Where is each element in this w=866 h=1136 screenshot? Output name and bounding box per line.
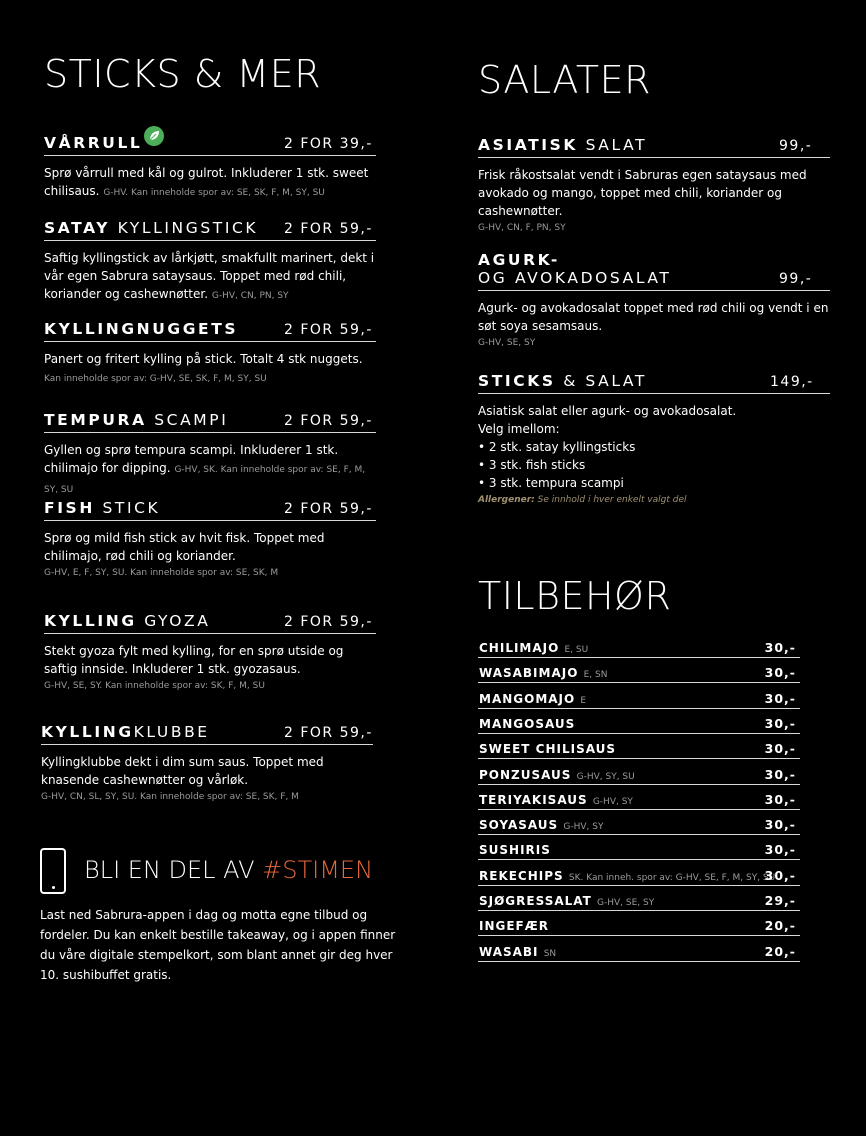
tilbehor-allergens: E: [580, 695, 587, 706]
phone-icon: [40, 848, 66, 894]
sticks-heading: STICKS & MER: [44, 52, 322, 96]
item-price: 99,-: [779, 138, 813, 154]
item-name: KYLLINGNUGGETS: [44, 320, 239, 338]
tilbehor-allergens: SK. Kan inneh. spor av: G-HV, SE, F, M, SY, SU: [568, 872, 776, 883]
tilbehor-row: [478, 838, 800, 860]
menu-item-fish-stick: [44, 497, 376, 581]
tilbehor-price: 30,-: [764, 817, 796, 833]
tilbehor-name: [479, 793, 633, 807]
allergen-note: [478, 492, 830, 508]
item-allergens: G-HV, CN, PN, SY: [211, 291, 289, 301]
tilbehor-row: [478, 687, 800, 709]
tilbehor-price: 30,-: [764, 665, 796, 681]
menu-item-kylling-gyoza: [44, 610, 376, 694]
item-name-bold: SATAY: [44, 219, 111, 237]
item-allergens: G-HV, SK. Kan inneholde spor av: SE, F, M, SY, SU: [44, 465, 366, 495]
tilbehor-allergens: G-HV, SY: [563, 822, 604, 833]
allergen-label: Allergener:: [478, 495, 535, 505]
item-allergens: Kan inneholde spor av: G-HV, SE, SK, F, M, SY, SU: [44, 374, 267, 384]
tilbehor-name-text: PONZUSAUS: [479, 767, 572, 782]
desc-line: Asiatisk salat eller agurk- og avokadosalat.: [478, 404, 737, 418]
item-allergens: G-HV, CN, F, PN, SY: [478, 223, 566, 233]
item-name-light: STICK: [102, 499, 161, 517]
tilbehor-price: 29,-: [764, 893, 796, 908]
item-name-light: GYOZA: [144, 612, 211, 630]
tilbehor-allergens: SN: [543, 948, 557, 959]
tilbehor-name-text: SWEET CHILISAUS: [479, 742, 617, 757]
item-name-bold: FISH: [44, 499, 95, 517]
item-description: Sprø vårrull med kål og gulrot. Inkluderer 1 stk. sweet chilisaus.: [44, 166, 369, 198]
tilbehor-name: [479, 768, 635, 782]
tilbehor-name-text: SUSHIRIS: [479, 843, 551, 858]
item-name-bold: AGURK-: [478, 251, 560, 269]
item-name-bold: KYLLING: [44, 612, 137, 630]
item-allergens: G-HV, E, F, SY, SU. Kan inneholde spor av: SE, SK, M: [44, 568, 279, 578]
tilbehor-price: 20,-: [764, 943, 796, 959]
tilbehor-row: [478, 864, 800, 886]
item-price: 2 FOR 59,-: [284, 322, 373, 338]
item-name-light: KYLLINGSTICK: [117, 219, 259, 237]
tilbehor-name-text: INGEFÆR: [479, 919, 550, 934]
desc-line: • 2 stk. satay kyllingsticks: [478, 440, 636, 454]
menu-item-kyllingklubbe: [41, 721, 373, 805]
tilbehor-price: 30,-: [764, 715, 796, 731]
item-description: Saftig kyllingstick av lårkjøtt, smakfullt marinert, dekt i vår egen Sabrura sataysaus. Toppet med rød chili, koriander og cashewnøtter.: [44, 251, 375, 301]
item-price: 2 FOR 59,-: [284, 614, 373, 630]
tilbehor-name: [479, 818, 603, 832]
tilbehor-price: 30,-: [764, 842, 796, 858]
tilbehor-name-text: MANGOSAUS: [479, 716, 576, 731]
tilbehor-row: [478, 712, 800, 734]
tilbehor-name-text: TERIYAKISAUS: [479, 792, 588, 807]
tilbehor-name: [479, 742, 616, 756]
item-description: Stekt gyoza fylt med kylling, for en sprø utside og saftig innside. Inkluderer 1 stk. gyozasaus.: [44, 644, 344, 676]
item-name-bold: ASIATISK: [478, 136, 579, 154]
menu-item-varrull: [44, 132, 376, 202]
tilbehor-allergens: E, SN: [583, 670, 608, 681]
item-price: 99,-: [779, 271, 813, 287]
item-name-bold: STICKS: [478, 372, 556, 390]
item-description: Sprø og mild fish stick av hvit fisk. Toppet med chilimajo, rød chili og koriander.: [44, 531, 325, 563]
tilbehor-name: [479, 945, 556, 959]
item-description: Panert og fritert kylling på stick. Totalt 4 stk nuggets.: [44, 352, 363, 366]
desc-line: Velg imellom:: [478, 422, 560, 436]
item-name-bold: TEMPURA: [44, 411, 147, 429]
tilbehor-allergens: G-HV, SE, SY: [597, 898, 655, 908]
item-price: 149,-: [770, 374, 814, 390]
item-price: 2 FOR 39,-: [284, 136, 373, 152]
item-price: 2 FOR 59,-: [284, 221, 373, 237]
tilbehor-row: [478, 813, 800, 835]
tilbehor-price: 30,-: [764, 690, 796, 706]
desc-line: • 3 stk. tempura scampi: [478, 476, 624, 490]
item-name-bold: KYLLING: [41, 723, 134, 741]
tilbehor-name-text: CHILIMAJO: [479, 641, 560, 655]
item-allergens: G-HV, SE, SY: [478, 338, 536, 348]
tilbehor-name: [479, 666, 607, 680]
item-description: Gyllen og sprø tempura scampi. Inkluderer 1 stk. chilimajo for dipping.: [44, 443, 339, 475]
tilbehor-row: [478, 940, 800, 962]
allergen-note-text: Se innhold i hver enkelt valgt del: [537, 495, 687, 505]
item-description: Frisk råkostsalat vendt i Sabruras egen sataysaus med avokado og mango, toppet med chili, koriander og cashewnøtter.: [478, 168, 807, 218]
menu-item-sticks-salat: [478, 370, 830, 508]
tilbehor-name: [479, 919, 549, 933]
item-name-light: SCAMPI: [154, 411, 229, 429]
tilbehor-price: 30,-: [764, 867, 796, 883]
leaf-icon: [144, 126, 164, 146]
tilbehor-row: [478, 889, 800, 911]
item-allergens: G-HV, CN, SL, SY, SU. Kan inneholde spor av: SE, SK, F, M: [41, 792, 299, 802]
item-name-light: OG AVOKADOSALAT: [478, 269, 672, 287]
item-price: 2 FOR 59,-: [284, 725, 373, 741]
tilbehor-allergens: E, SU: [564, 645, 589, 655]
tilbehor-name: [479, 869, 775, 883]
tilbehor-name-text: WASABI: [479, 944, 539, 959]
menu-item-satay: [44, 217, 376, 305]
menu-item-asiatisk-salat: [478, 134, 830, 236]
tilbehor-name: [479, 894, 654, 908]
item-description: Kyllingklubbe dekt i dim sum saus. Toppet med knasende cashewnøtter og vårløk.: [41, 755, 324, 787]
tilbehor-name: [479, 843, 551, 857]
tilbehor-row: [478, 788, 800, 810]
item-name-light: KLUBBE: [133, 723, 210, 741]
stimen-text: Last ned Sabrura-appen i dag og motta egne tilbud og fordeler. Du kan enkelt bestille takeaway, og i appen finner du våre digitale stempelkort, som blant annet gir deg hver 10. sushibuffet gratis.: [40, 908, 396, 982]
menu-item-kyllingnuggets: [44, 318, 376, 388]
tilbehor-price: 20,-: [764, 918, 796, 934]
desc-line: • 3 stk. fish sticks: [478, 458, 586, 472]
item-allergens: G-HV, SE, SY. Kan inneholde spor av: SK, F, M, SU: [44, 681, 265, 691]
item-description: Agurk- og avokadosalat toppet med rød chili og vendt i en søt soya sesamsaus.: [478, 301, 829, 333]
tilbehor-heading: TILBEHØR: [478, 574, 672, 618]
tilbehor-name-text: MANGOMAJO: [479, 691, 576, 706]
tilbehor-price: 30,-: [764, 766, 796, 782]
tilbehor-allergens: G-HV, SY: [592, 796, 633, 807]
tilbehor-name: [479, 692, 586, 706]
tilbehor-name: [479, 717, 575, 731]
tilbehor-name-text: SOYASAUS: [479, 818, 559, 833]
tilbehor-row: [478, 737, 800, 759]
tilbehor-name-text: REKECHIPS: [479, 868, 564, 883]
item-name: VÅRRULL: [44, 134, 143, 152]
salater-heading: SALATER: [478, 58, 652, 102]
stimen-hashtag: #STIMEN: [262, 856, 374, 884]
tilbehor-name-text: SJØGRESSALAT: [479, 894, 592, 908]
tilbehor-row: [478, 763, 800, 785]
item-name-light: & SALAT: [563, 372, 647, 390]
item-price: 2 FOR 59,-: [284, 413, 373, 429]
tilbehor-price: 30,-: [764, 741, 796, 757]
menu-item-tempura: [44, 409, 376, 499]
tilbehor-row: [478, 661, 800, 683]
tilbehor-price: 30,-: [764, 640, 796, 655]
item-allergens: G-HV. Kan inneholde spor av: SE, SK, F, M, SY, SU: [103, 188, 325, 198]
tilbehor-name: [479, 641, 588, 655]
tilbehor-name-text: WASABIMAJO: [479, 666, 579, 681]
stimen-title: [84, 856, 373, 884]
menu-item-agurk-salat: [478, 251, 830, 351]
tilbehor-row: [478, 636, 800, 658]
item-name-light: SALAT: [585, 136, 648, 154]
stimen-title-text: BLI EN DEL AV: [84, 856, 263, 884]
tilbehor-row: [478, 914, 800, 936]
tilbehor-price: 30,-: [764, 791, 796, 807]
tilbehor-allergens: G-HV, SY, SU: [576, 771, 635, 782]
item-price: 2 FOR 59,-: [284, 501, 373, 517]
